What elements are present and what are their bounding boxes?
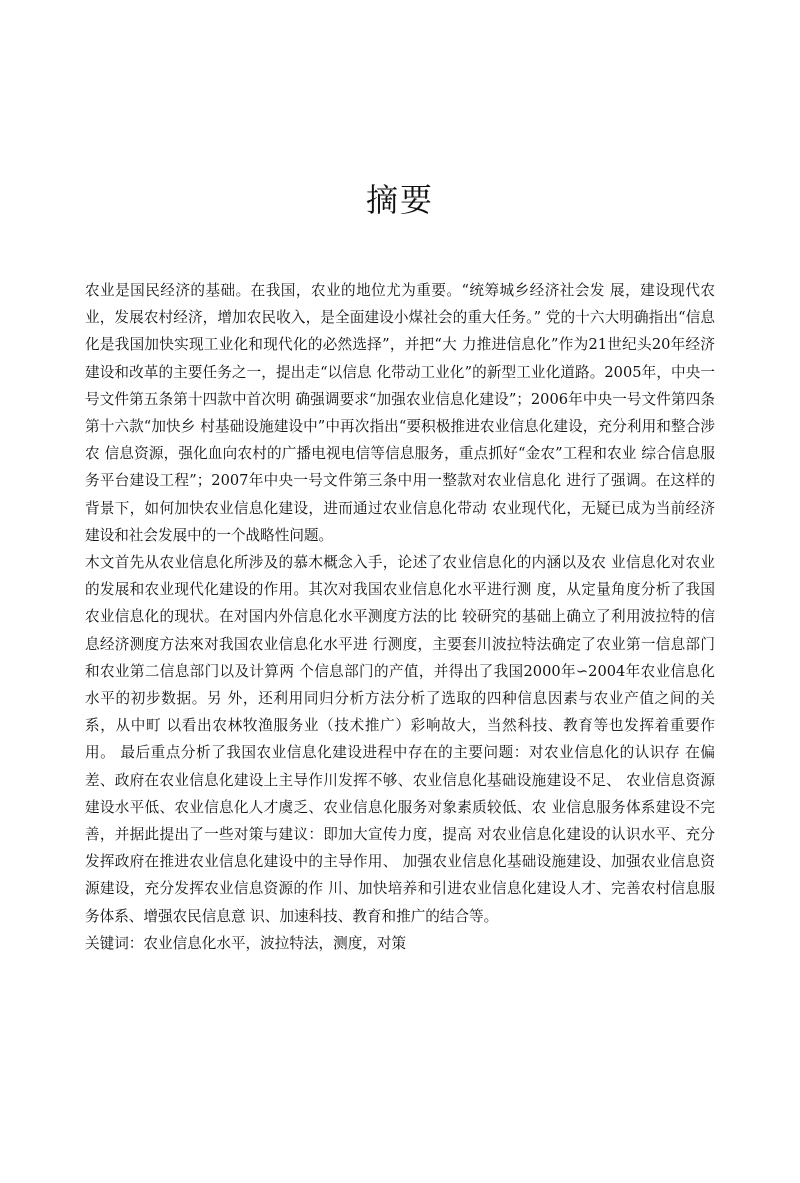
- abstract-paragraph-1: 农业是国民经济的基础。在我国，农业的地位尤为重要。“统筹城乡经济社会发 展，建设现代农业，发展农村经济，增加农民收入，是全面建设小煤社会的重大任务。” 党的十六大明确指出“信息化是我国加快实现工业化和现代化的必然选择”，并把“大 力推进信息化”作为21世纪头20年经济建设和改革的主要任务之一，提出走“以信息 化带动工业化”的新型工业化道路。2005年，中央一号文件第五条第十四款中首次明 确强调要求“加强农业信息化建设”；2006年中央一号文件第四条第十六款“加快乡 村基础设施建设中”中再次指出“要积极推进农业信息化建设，充分利用和整合涉农 信息资源，强化血向农村的广播电视电信等信息服务，重点抓好“金农”工程和农业 综合信息服务平台建设工程”；2007年中央一号文件第三条中用一整款对农业信息化 进行了强调。在这样的背景下，如何加快农业信息化建设，进而通过农业信息化带动 农业现代化，无疑已成为当前经济建设和社会发展中的一个战略性问题。: [85, 282, 715, 544]
- keywords-line: 关键词：农业信息化水平，波拉特法，测度，对策: [85, 934, 407, 952]
- abstract-body: [85, 277, 715, 957]
- page-title: 摘要: [365, 181, 434, 219]
- abstract-paragraph-2: 木文首先从农业信息化所涉及的慕木概念入手，论述了农业信息化的内涵以及农 业信息化对农业的发展和农业现代化建设的作用。其次对我国农业信息化水平进行测 度，从定量角度分析了我国农业信息化的现状。在对国内外信息化水平测度方法的比 较研究的基础上确立了利用波拉特的信息经济测度方法來对我国农业信息化水平进 行测度，主要套川波拉特法确定了农业第一信息部门和农业第二信息部门以及计算两 个信息部门的产值，并得出了我国2000年∽2004年农业信息化水平的初步数据。另 外，还利用同归分析方法分析了选取的四种信息因素与农业产值之间的关系，从中町 以看出农林牧渔服务业（技术推广）彩响故大，当然科技、教育等也发挥着重要作用。 最后重点分析了我国农业信息化建设进程中存在的主要问题：对农业信息化的认识存 在偏差、政府在农业信息化建设上主导作川发挥不够、农业信息化基础设施建设不足、 农业信息资源建设水平低、农业信息化人才虞乏、农业信息化服务对象素质较低、农 业信息服务体系建设不完善，并据此提出了一些对策与建议：即加大宣传力度，提高 对农业信息化建设的认识水平、充分发挥政府在推进农业信息化建设中的主导作用、 加强农业信息化基础设施建设、加强农业信息资源建设，充分发挥农业信息资源的作 川、加快培养和引进农业信息化建设人才、完善农村信息服务体系、增强农民信息意 识、加速科技、教育和推广的结合等。: [85, 554, 715, 925]
